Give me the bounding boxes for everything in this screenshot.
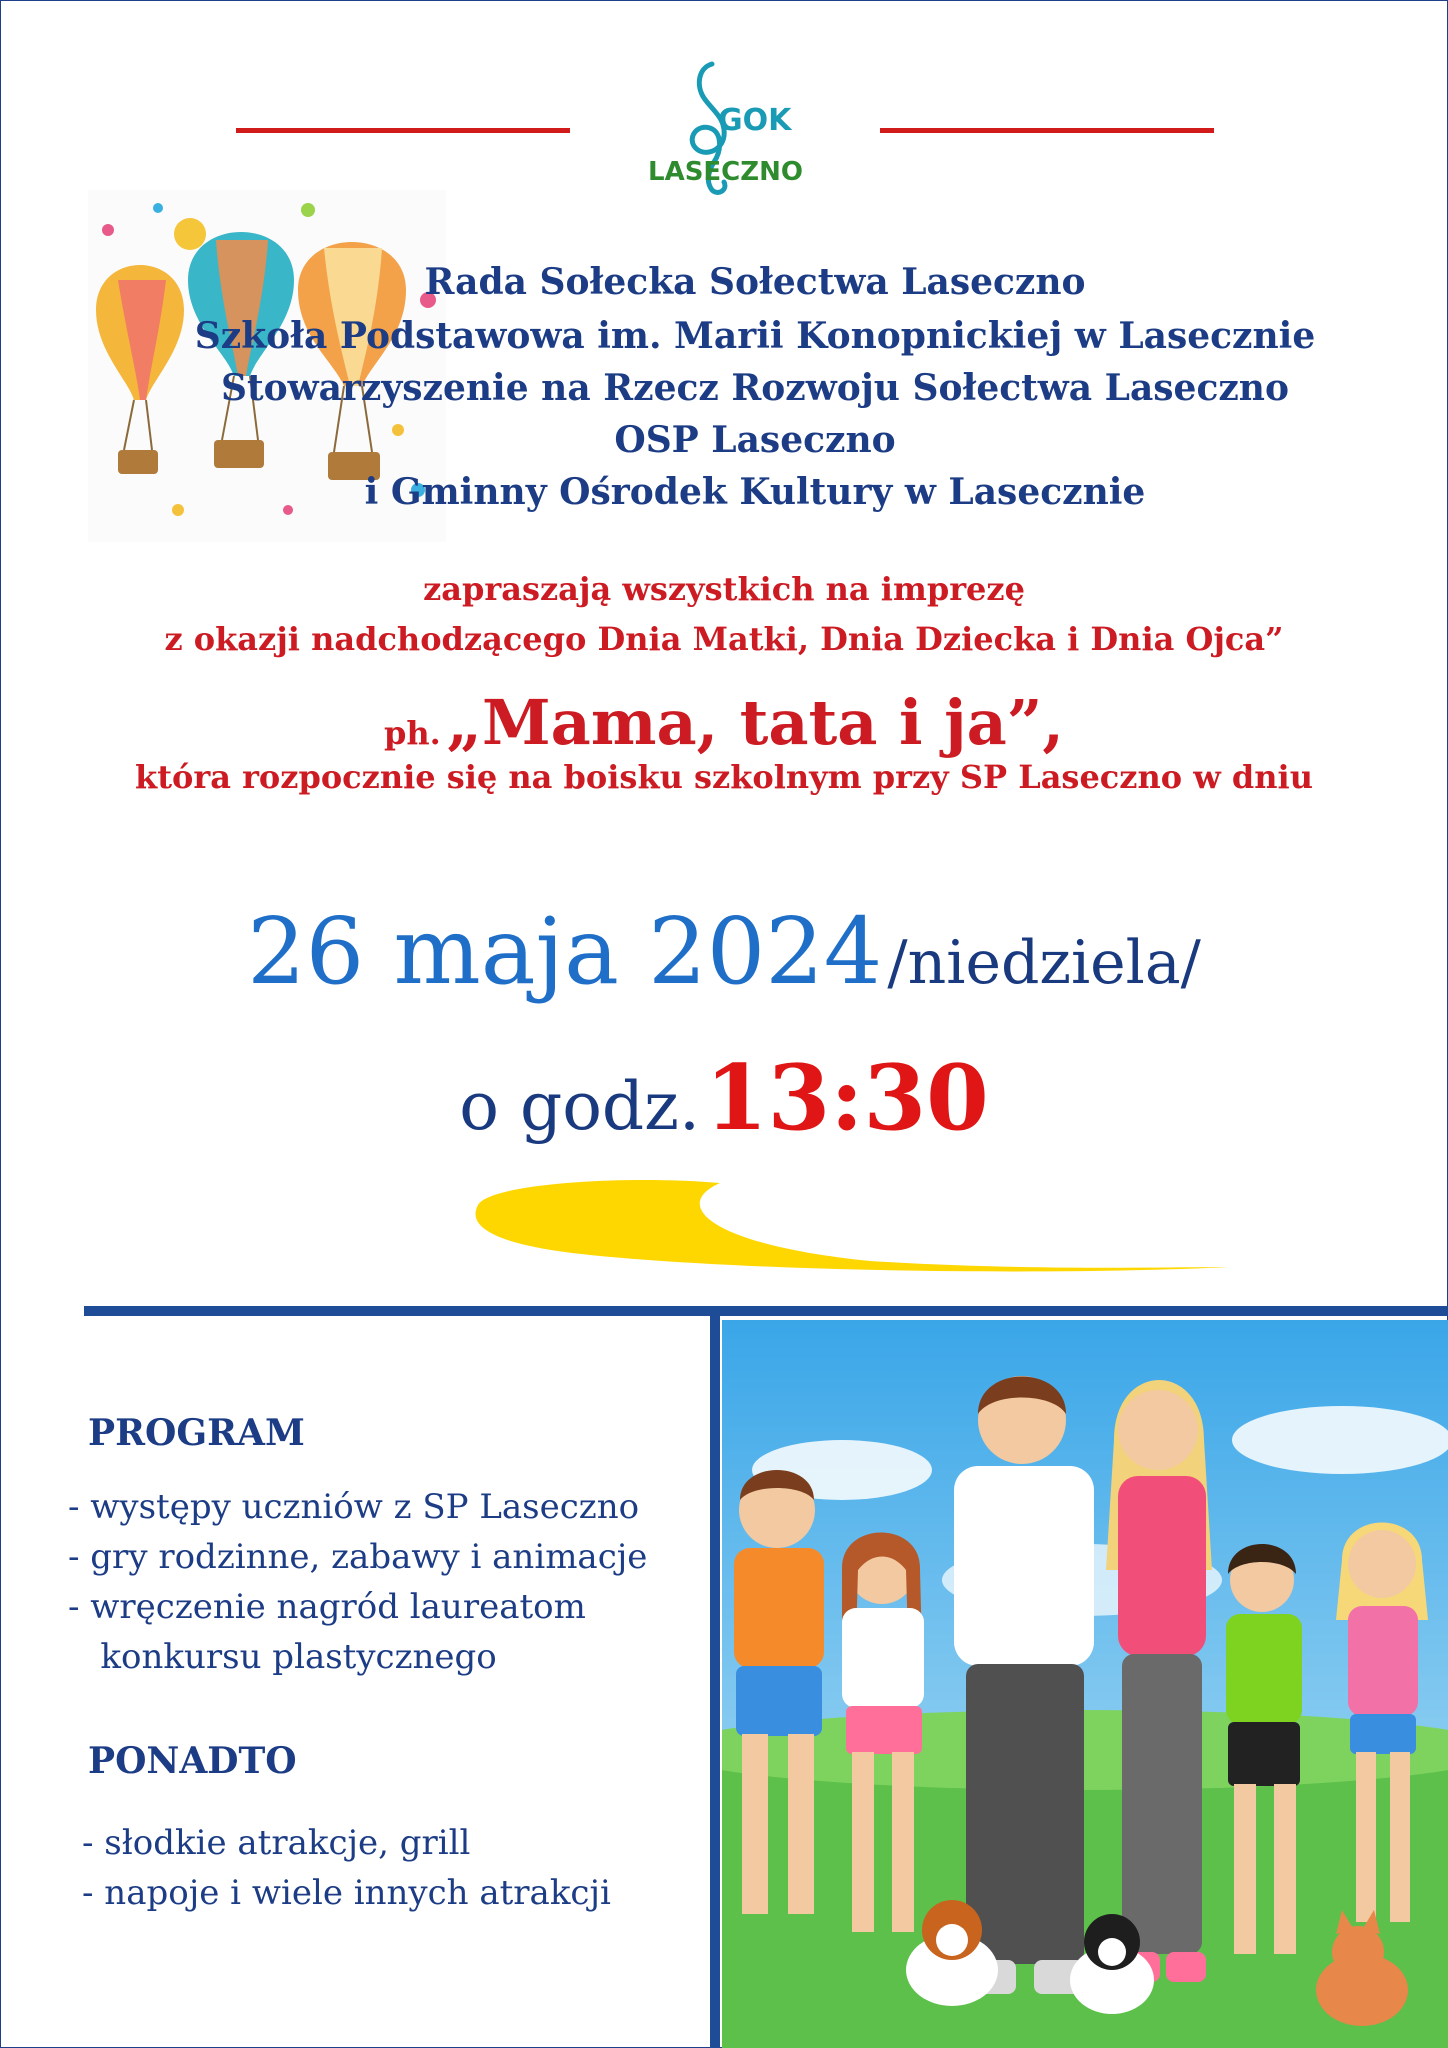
list-item: - gry rodzinne, zabawy i animacje <box>68 1537 648 1577</box>
time-prefix: o godz. <box>459 1068 700 1145</box>
header-rule-right <box>880 128 1214 133</box>
list-item: konkursu plastycznego <box>68 1637 497 1677</box>
cloud-icon <box>1232 1406 1448 1474</box>
yellow-swoosh <box>470 1175 1230 1275</box>
organizer-line: Szkoła Podstawowa im. Marii Konopnickiej w Lasecznie <box>194 315 1316 357</box>
sun-icon <box>174 218 206 250</box>
extras-list <box>82 1818 611 1918</box>
event-title-row <box>40 686 1408 759</box>
event-weekday: /niedziela/ <box>887 928 1201 998</box>
logo-mark: GOK <box>718 103 792 138</box>
invite-line-2: z okazji nadchodzącego Dnia Matki, Dnia Dziecka i Dnia Ojca” <box>164 620 1284 658</box>
list-item: - występy uczniów z SP Laseczno <box>68 1487 640 1527</box>
organizer-line: OSP Laseczno <box>614 419 896 461</box>
event-date: 26 maja 2024 <box>247 898 883 1005</box>
list-item: - wręczenie nagród laureatom <box>68 1587 586 1627</box>
list-item: - słodkie atrakcje, grill <box>82 1823 471 1863</box>
section-divider-vertical <box>710 1316 720 2048</box>
program-title: PROGRAM <box>88 1412 305 1454</box>
event-title: „Mama, tata i ja”, <box>446 686 1064 759</box>
family-illustration <box>722 1320 1448 2048</box>
gok-logo <box>640 58 810 198</box>
event-time-row <box>40 1045 1408 1151</box>
organizer-line: i Gminny Ośrodek Kultury w Lasecznie <box>364 471 1146 513</box>
organizer-line: Rada Sołecka Sołectwa Laseczno <box>424 261 1086 303</box>
list-item: - napoje i wiele innych atrakcji <box>82 1873 611 1913</box>
event-date-row <box>40 898 1408 1005</box>
father-figure <box>954 1376 1094 1994</box>
organizer-line: Stowarzyszenie na Rzecz Rozwoju Sołectwa Laseczno <box>220 367 1289 409</box>
section-divider-horizontal <box>84 1306 1448 1316</box>
invite-line-3: która rozpocznie się na boisku szkolnym przy SP Laseczno w dniu <box>135 758 1313 796</box>
header-rule-left <box>236 128 570 133</box>
event-time: 13:30 <box>705 1045 989 1151</box>
program-list <box>68 1482 647 1682</box>
logo-name: LASECZNO <box>648 157 803 187</box>
ph-label: ph. <box>384 714 441 752</box>
invite-line-1: zapraszają wszystkich na imprezę <box>423 570 1025 608</box>
extras-title: PONADTO <box>88 1740 297 1782</box>
